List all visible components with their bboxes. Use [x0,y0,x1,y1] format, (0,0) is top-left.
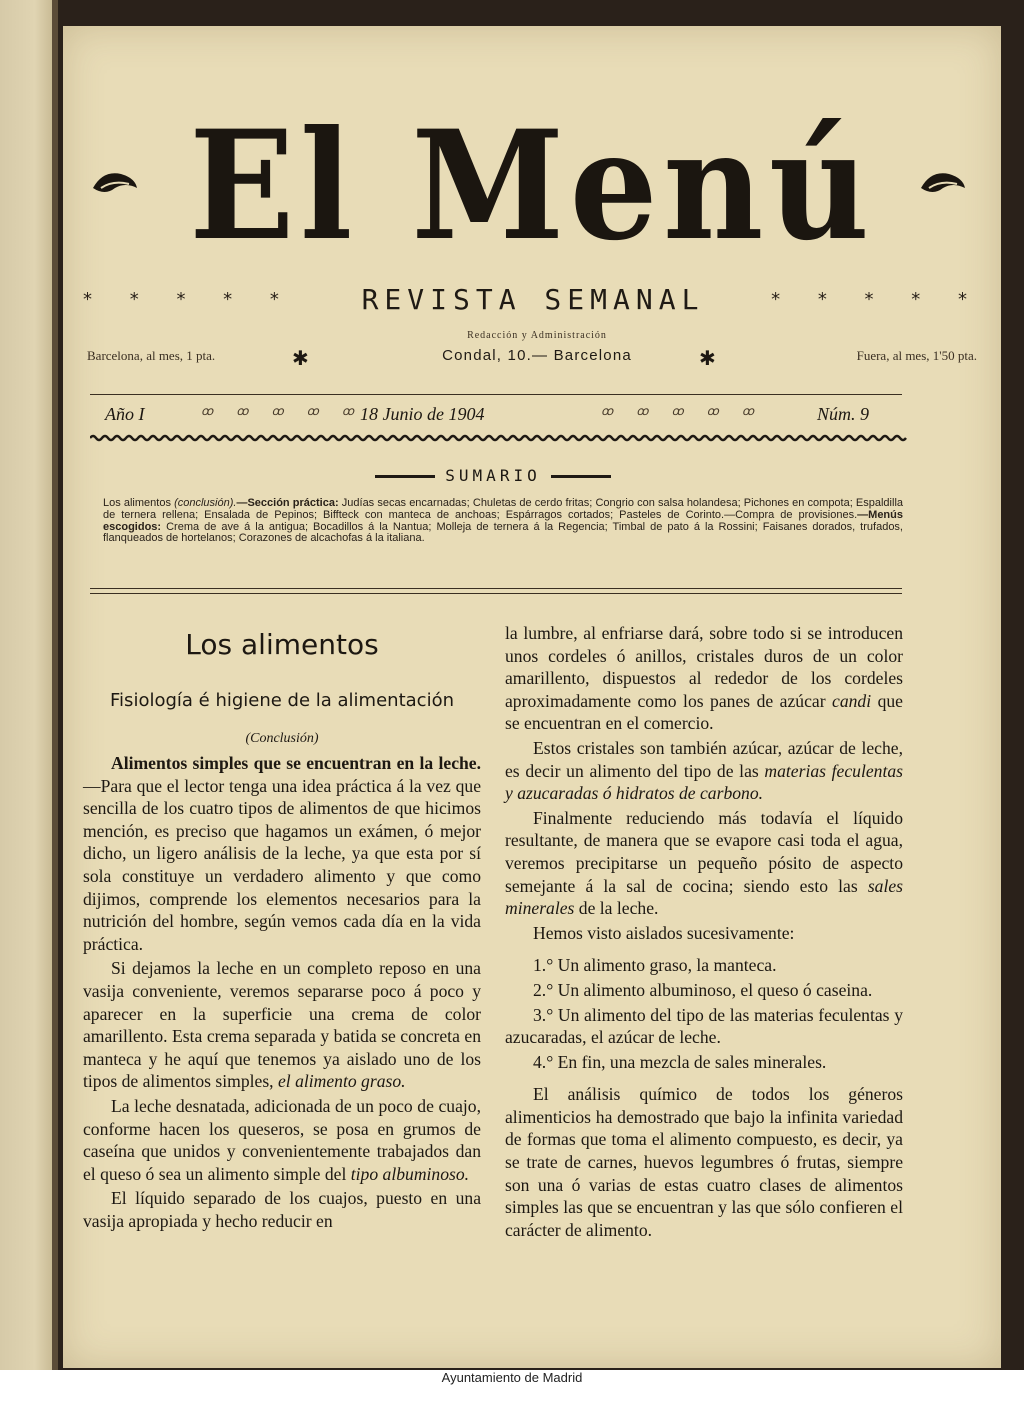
sumario-heading [333,466,653,492]
masthead-subtitle: REVISTA SEMANAL [361,282,705,316]
sumario-bar-right [551,475,611,478]
article-note: (Conclusión) [245,731,319,746]
r3-text-end: de la leche. [574,898,659,919]
spacer [505,944,903,954]
r1-italic: candi [832,690,872,711]
double-rule [90,588,902,594]
spacer [505,1073,903,1083]
stars-right: * * * * * [771,288,983,310]
r1-text: la lumbre, al enfriarse dará, sobre todo si se introducen unos cordeles ó anillos, cristales duros de un color amarillento, dispuestos al rededor de los cordeles aproximadamente como los panes de azúcar [505,623,903,711]
r2-text: Estos cristales son también azúcar, azúcar de leche, es decir un alimento del tipo de las [505,737,903,781]
scan-background-right [1001,0,1024,1370]
paragraph-r2 [505,737,903,805]
sumario-intro: Los alimentos [103,497,175,509]
office-address [387,330,687,364]
address: Condal, 10.— Barcelona [442,347,632,364]
masthead [63,86,1001,286]
sumario-title: SUMARIO [445,466,541,485]
list-item: 1.° Un alimento graso, la manteca. [533,955,777,976]
sumario-bar-left [375,475,435,478]
sumario-seccion-text: Judías secas encarnadas; Chuletas de cerdo fritas; Congrio con salsa holandesa; Pichones en compota; Espaldilla de ternera rellena; Ensalada de Pepinos; Biffteck con manteca de anchoas; Espárragos cortados; Pasteles de Corinto.—Compra de provisiones. [103,497,904,521]
article-title: Los alimentos [185,628,379,661]
ornament-right: ꝏ ꝏ ꝏ ꝏ ꝏ [601,404,765,418]
paragraph-2 [83,957,481,1093]
p3-italic: tipo albuminoso. [350,1163,470,1184]
r2-italic: materias feculentas y azucaradas ó hidratos de carbono. [505,760,903,804]
r3-italic: sales minerales [505,875,903,919]
ornament-left: ꝏ ꝏ ꝏ ꝏ ꝏ [201,404,365,418]
r1-text-end: que se encuentran en el comercio. [505,690,903,734]
footer-credit: Ayuntamiento de Madrid [441,1370,583,1385]
subtitle-row [83,284,983,314]
publication-info [87,330,977,380]
list-item: 2.° Un alimento albuminoso, el queso ó caseina. [533,979,873,1000]
sumario-text [103,498,903,545]
newspaper-page [63,26,1001,1368]
paragraph-r4: Hemos visto aislados sucesivamente: [533,922,795,943]
masthead-title: El Menú [189,98,875,274]
stars-left: * * * * * [83,288,295,310]
info-star-left-icon: ✱ [292,348,309,370]
sumario-menus-text: Crema de ave á la antigua; Bocadillos á la Nantua; Molleja de ternera á la Regencia; Timbal de pato á la Rossini; Faisanes dorados, trufados, flanqueados de hortelanos; Corazones de alcachofas á la italiana. [103,520,903,545]
adjacent-page-edge [0,0,58,1423]
paragraph-r1 [505,622,903,735]
list-item: 4.° En fin, una mezcla de sales minerales. [533,1051,827,1072]
article-column-left [83,620,481,1232]
p1-text: —Para que el lector tenga una idea práctica á la vez que sencilla de los cuatro tipos de alimentos de que hicimos mención, es preciso que hagamos un exámen, ó mejor dicho, un ligero análisis de la leche, ya que esta por sí sola constituye un verdadero alimento y que como dijimos, comprende los elementos necesarios para la nutrición del hombre, según vemos cada día en la vida práctica. [83,775,481,954]
issue-date-row [105,400,895,430]
paragraph-3 [83,1095,481,1185]
paragraph-r3 [505,807,903,920]
rule-top [90,394,902,395]
price-foreign: Fuera, al mes, 1'50 pta. [856,348,977,363]
info-star-right-icon: ✱ [699,348,716,370]
r3-text: Finalmente reduciendo más todavía el líquido resultante, de manera que se evapore casi toda el agua, veremos precipitarse un pequeño pósito de aspecto semejante á la sal de cocina; siendo esto las [505,807,903,896]
sumario-seccion-label: —Sección práctica: [236,497,339,509]
binding-shadow [52,0,58,1423]
list-item: 3.° Un alimento del tipo de las materias feculentas y azucaradas, el azúcar de leche. [505,1004,903,1048]
paragraph-4: El líquido separado de los cuajos, puesto en una vasija apropiada y hecho reducir en [83,1188,481,1231]
p2-text: Si dejamos la leche en un completo reposo en una vasija conveniente, veremos separarse poco á poco y aparecer en la superficie una crema de color amarillento. Esta crema separada y batida se concreta en manteca y he aquí que tenemos ya aislado uno de los tipos de alimentos simples, [83,958,481,1092]
lead-bold: Alimentos simples que se encuentran en la leche. [111,753,481,773]
leaf-ornament-right-icon [919,166,967,206]
paragraph-1 [83,752,481,955]
paragraph-r5: El análisis químico de todos los géneros alimenticios ha demostrado que bajo la infinita variedad de formas que toma el alimento compuesto, es decir, ya se trate de carnes, huevos legumbres ó frutas, siempre son una ó varias de estas cuatro clases de alimentos simples las que se encuentran y las que sólo confieren el carácter de alimento. [505,1084,903,1240]
p2-italic: el alimento graso. [277,1071,406,1092]
sumario-intro-italic: (conclusión). [174,497,237,509]
article-subtitle: Fisiología é higiene de la alimentación [110,690,454,711]
issue-date: 18 Junio de 1904 [360,404,485,424]
office-label: Redacción y Administración [467,330,607,341]
wavy-rule [90,434,908,442]
issue-year: Año I [105,404,145,424]
sumario-menus-label: —Menús escogidos: [103,508,903,533]
p3-text: La leche desnatada, adicionada de un poco de cuajo, conforme hacen los queseros, se posa en grumos de caseína que unidos y convenientemente trabajados dan el queso ó sea un alimento simple del [83,1095,481,1184]
article-column-right [505,622,903,1241]
issue-number: Núm. 9 [817,404,870,424]
price-local: Barcelona, al mes, 1 pta. [87,348,216,363]
summary-list [505,954,903,1073]
